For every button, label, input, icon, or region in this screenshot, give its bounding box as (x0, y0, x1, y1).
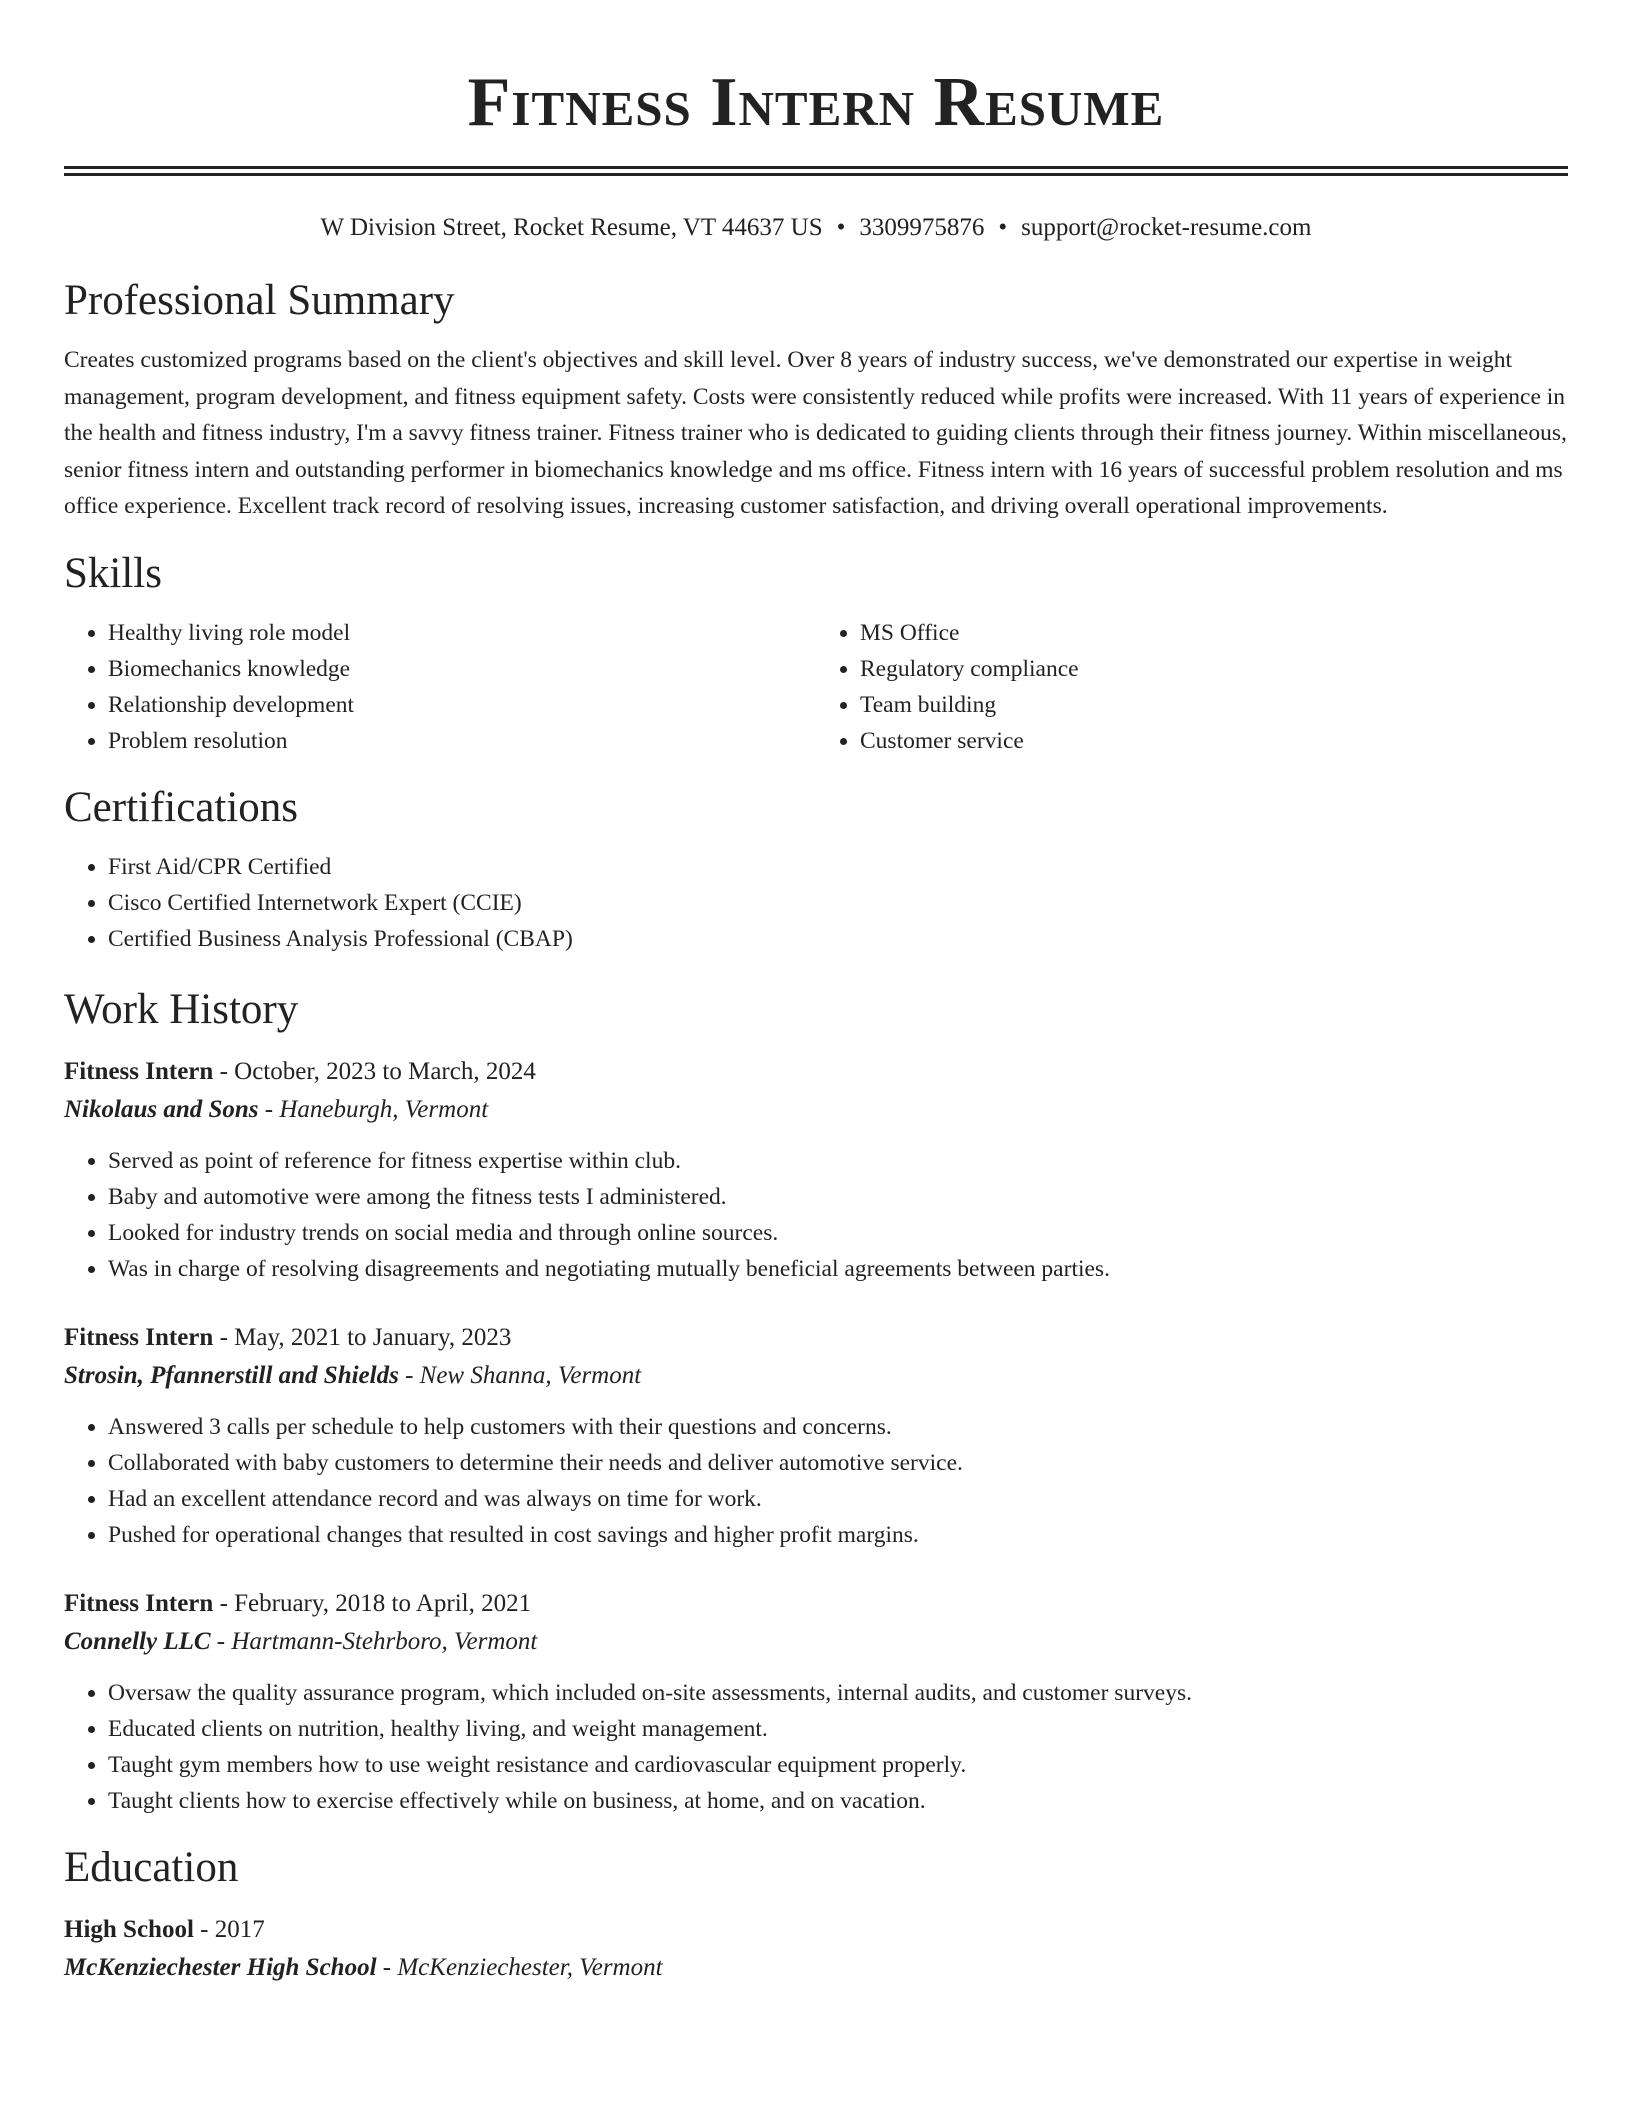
job-dates: February, 2018 to April, 2021 (234, 1589, 532, 1617)
job-dash: - (213, 1057, 235, 1085)
contact-separator: • (998, 214, 1008, 241)
job-dash: - (398, 1361, 420, 1389)
job-bullet: • Had an excellent attendance record and was always on time for work. (108, 1481, 1568, 1517)
summary-text: Creates customized programs based on the client's objectives and skill level. Over 8 years of industry success, we've demonstrated our expertise in weight management, program development, and fitness equipment safety. Costs were consistently reduced while profits were increased. With 11 years of experience in the health and fitness industry, I'm a savvy fitness trainer. Fitness trainer who is dedicated to guiding clients through their fitness journey. Within miscellaneous, senior fitness intern and outstanding performer in biomechanics knowledge and ms office. Fitness intern with 16 years of successful problem resolution and ms office experience. Excellent track record of resolving issues, increasing customer satisfaction, and driving overall operational improvements. (64, 347, 1567, 519)
summary-heading: Professional Summary (64, 277, 455, 324)
job-company-line (64, 1091, 1568, 1129)
education-year: 2017 (214, 1915, 265, 1943)
job-title: Fitness Intern (64, 1057, 214, 1085)
work-history-heading: Work History (64, 985, 299, 1033)
certifications-heading: Certifications (64, 783, 299, 831)
skills-list-right (816, 615, 1568, 759)
resume-title: Fitness Intern Resume (467, 64, 1165, 141)
job-location: Hartmann-Stehrboro, Vermont (231, 1627, 538, 1655)
education-degree: High School (64, 1915, 194, 1943)
job-company-line (64, 1357, 1568, 1395)
job-bullet: • Served as point of reference for fitness expertise within club. (108, 1143, 1568, 1179)
job-company: Connelly LLC (64, 1627, 211, 1655)
job-dates: May, 2021 to January, 2023 (234, 1323, 512, 1351)
job-bullets (64, 1143, 1568, 1287)
certification-item: • Cisco Certified Internetwork Expert (CCIE) (108, 885, 1568, 921)
skill-item: • Team building (860, 687, 1568, 723)
job-bullet: • Looked for industry trends on social media and through online sources. (108, 1215, 1568, 1251)
contact-phone[interactable]: 3309975876 (859, 214, 985, 241)
job-bullets (64, 1675, 1568, 1819)
skill-item: • Problem resolution (108, 723, 816, 759)
job-bullet: • Answered 3 calls per schedule to help customers with their questions and concerns. (108, 1409, 1568, 1445)
skill-item: • Biomechanics knowledge (108, 651, 816, 687)
job-title-line (64, 1319, 1568, 1357)
certification-item: • Certified Business Analysis Professional (CBAP) (108, 921, 1568, 957)
job-bullet: • Collaborated with baby customers to determine their needs and deliver automotive service. (108, 1445, 1568, 1481)
job-title-line (64, 1053, 1568, 1091)
skill-item: • Customer service (860, 723, 1568, 759)
education-location: McKenziechester, Vermont (397, 1953, 663, 1981)
title-divider (64, 166, 1568, 176)
job-dash: - (213, 1589, 235, 1617)
contact-email[interactable]: support@rocket-resume.com (1021, 214, 1312, 241)
job-company: Nikolaus and Sons (64, 1095, 259, 1123)
job-title: Fitness Intern (64, 1323, 214, 1351)
certification-item: • First Aid/CPR Certified (108, 849, 1568, 885)
job-bullet: • Taught gym members how to use weight resistance and cardiovascular equipment properly. (108, 1747, 1568, 1783)
contact-address: W Division Street, Rocket Resume, VT 44637 US (320, 214, 823, 241)
skill-item: • MS Office (860, 615, 1568, 651)
skills-grid (64, 615, 1568, 759)
job-bullet: • Baby and automotive were among the fitness tests I administered. (108, 1179, 1568, 1215)
education-entry (64, 1911, 1568, 1987)
job-bullet: • Was in charge of resolving disagreements and negotiating mutually beneficial agreements between parties. (108, 1251, 1568, 1287)
skills-list-left (64, 615, 816, 759)
job-bullets (64, 1409, 1568, 1553)
education-dash: - (193, 1915, 215, 1943)
skills-heading: Skills (64, 549, 162, 597)
job-bullet: • Pushed for operational changes that resulted in cost savings and higher profit margins. (108, 1517, 1568, 1553)
job-bullet: • Oversaw the quality assurance program, which included on-site assessments, internal audits, and customer surveys. (108, 1675, 1568, 1711)
job-title-line (64, 1585, 1568, 1623)
job-location: Haneburgh, Vermont (279, 1095, 489, 1123)
job-entry (64, 1053, 1568, 1287)
education-dash: - (376, 1953, 398, 1981)
job-bullet: • Educated clients on nutrition, healthy living, and weight management. (108, 1711, 1568, 1747)
job-entry (64, 1585, 1568, 1819)
job-company: Strosin, Pfannerstill and Shields (64, 1361, 399, 1389)
certifications-list (64, 849, 1568, 957)
job-title: Fitness Intern (64, 1589, 214, 1617)
job-location: New Shanna, Vermont (419, 1361, 642, 1389)
contact-separator: • (836, 214, 846, 241)
job-dash: - (258, 1095, 280, 1123)
education-heading: Education (64, 1843, 239, 1891)
job-entry (64, 1319, 1568, 1553)
education-school-line (64, 1949, 1568, 1987)
job-company-line (64, 1623, 1568, 1661)
education-school: McKenziechester High School (64, 1953, 377, 1981)
job-dash: - (210, 1627, 232, 1655)
contact-line (64, 210, 1568, 246)
education-degree-line (64, 1911, 1568, 1949)
job-bullet: • Taught clients how to exercise effectively while on business, at home, and on vacation. (108, 1783, 1568, 1819)
skill-item: • Regulatory compliance (860, 651, 1568, 687)
skill-item: • Healthy living role model (108, 615, 816, 651)
skill-item: • Relationship development (108, 687, 816, 723)
job-dates: October, 2023 to March, 2024 (234, 1057, 536, 1085)
job-dash: - (213, 1323, 235, 1351)
